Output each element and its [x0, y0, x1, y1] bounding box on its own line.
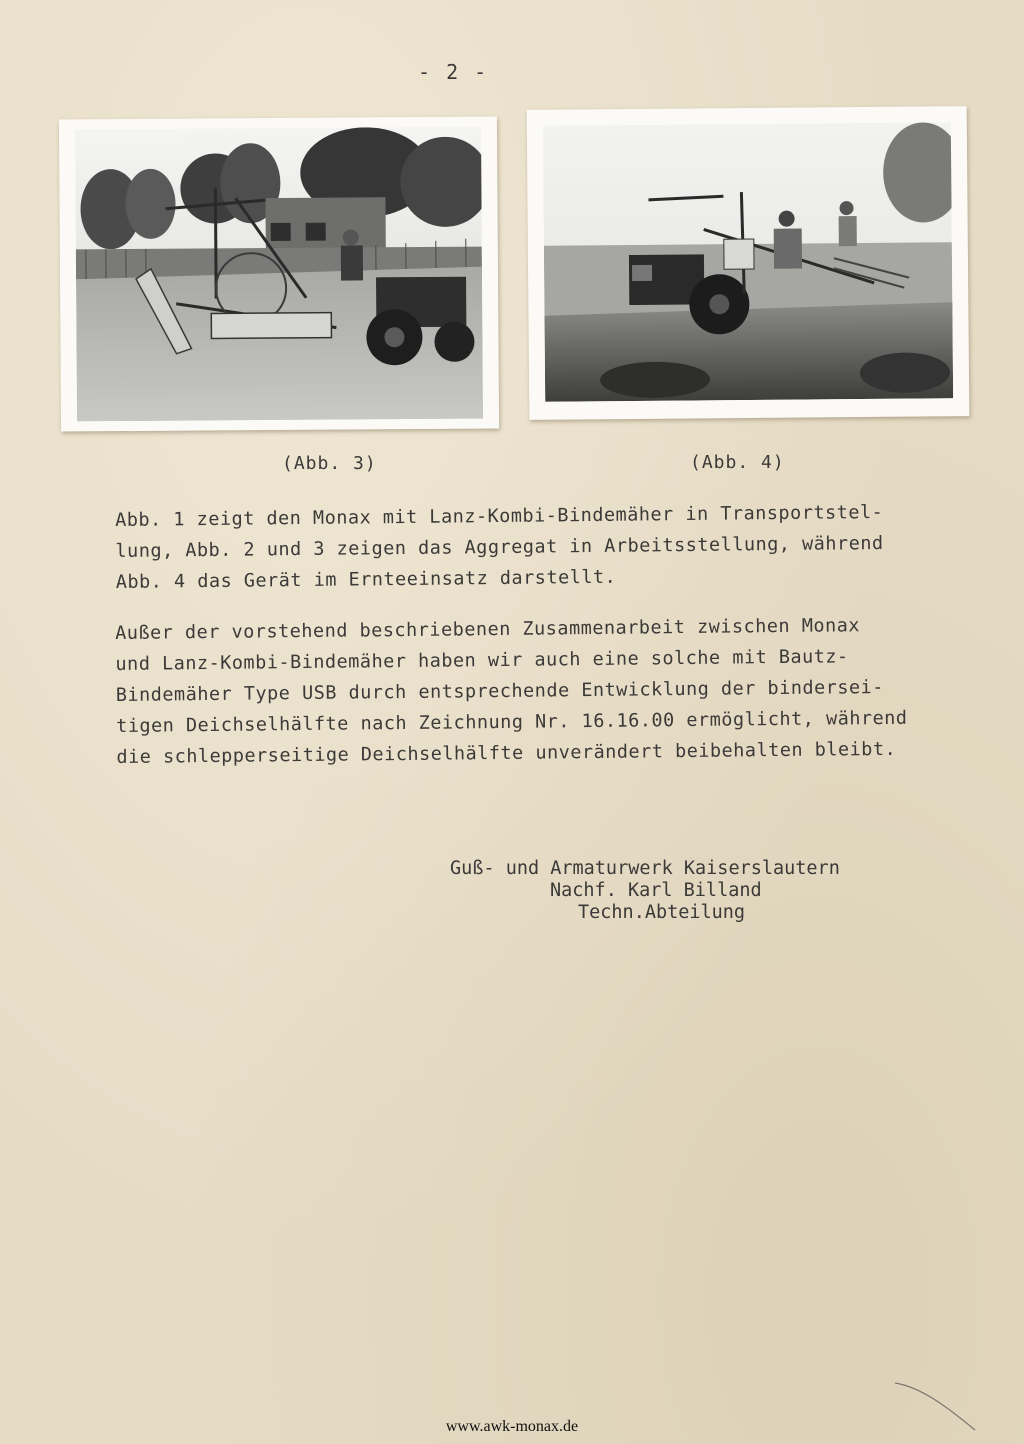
signature-company: Guß- und Armaturwerk Kaiserslautern [450, 858, 840, 879]
photo-tractor-with-binder-on-road [75, 127, 483, 422]
text-line: und Lanz-Kombi-Bindemäher haben wir auch eine solche mit Bautz- [115, 646, 849, 675]
text-line: Abb. 4 das Gerät im Ernteeinsatz darstellt. [115, 566, 617, 593]
text-line: lung, Abb. 2 und 3 zeigen das Aggregat in Arbeitsstellung, während [115, 532, 884, 562]
signature-successor: Nachf. Karl Billand [550, 880, 762, 901]
photo-abb-4 [527, 106, 970, 420]
caption-abb-3: (Abb. 3) [282, 453, 377, 474]
text-line: tigen Deichselhälfte nach Zeichnung Nr. 16.16.00 ermöglicht, während [116, 707, 908, 737]
text-line: die schlepperseitige Deichselhälfte unverändert beibehalten bleibt. [116, 738, 897, 768]
text-line: Bindemäher Type USB durch entsprechende Entwicklung der bindersei- [115, 676, 884, 706]
page-number: - 2 - [418, 60, 489, 84]
paragraph-figures-description [115, 496, 996, 598]
photo-abb-3 [59, 116, 499, 431]
signature-department: Techn.Abteilung [578, 902, 746, 923]
text-line: Außer der vorstehend beschriebenen Zusammenarbeit zwischen Monax [115, 615, 861, 644]
caption-abb-4: (Abb. 4) [690, 452, 785, 473]
paragraph-bautz-cooperation [115, 609, 997, 773]
text-line: Abb. 1 zeigt den Monax mit Lanz-Kombi-Bindemäher in Transportstel- [115, 501, 884, 531]
footer-website[interactable]: www.awk-monax.de [445, 1418, 579, 1435]
photo-tractor-harvesting-field [543, 122, 953, 402]
